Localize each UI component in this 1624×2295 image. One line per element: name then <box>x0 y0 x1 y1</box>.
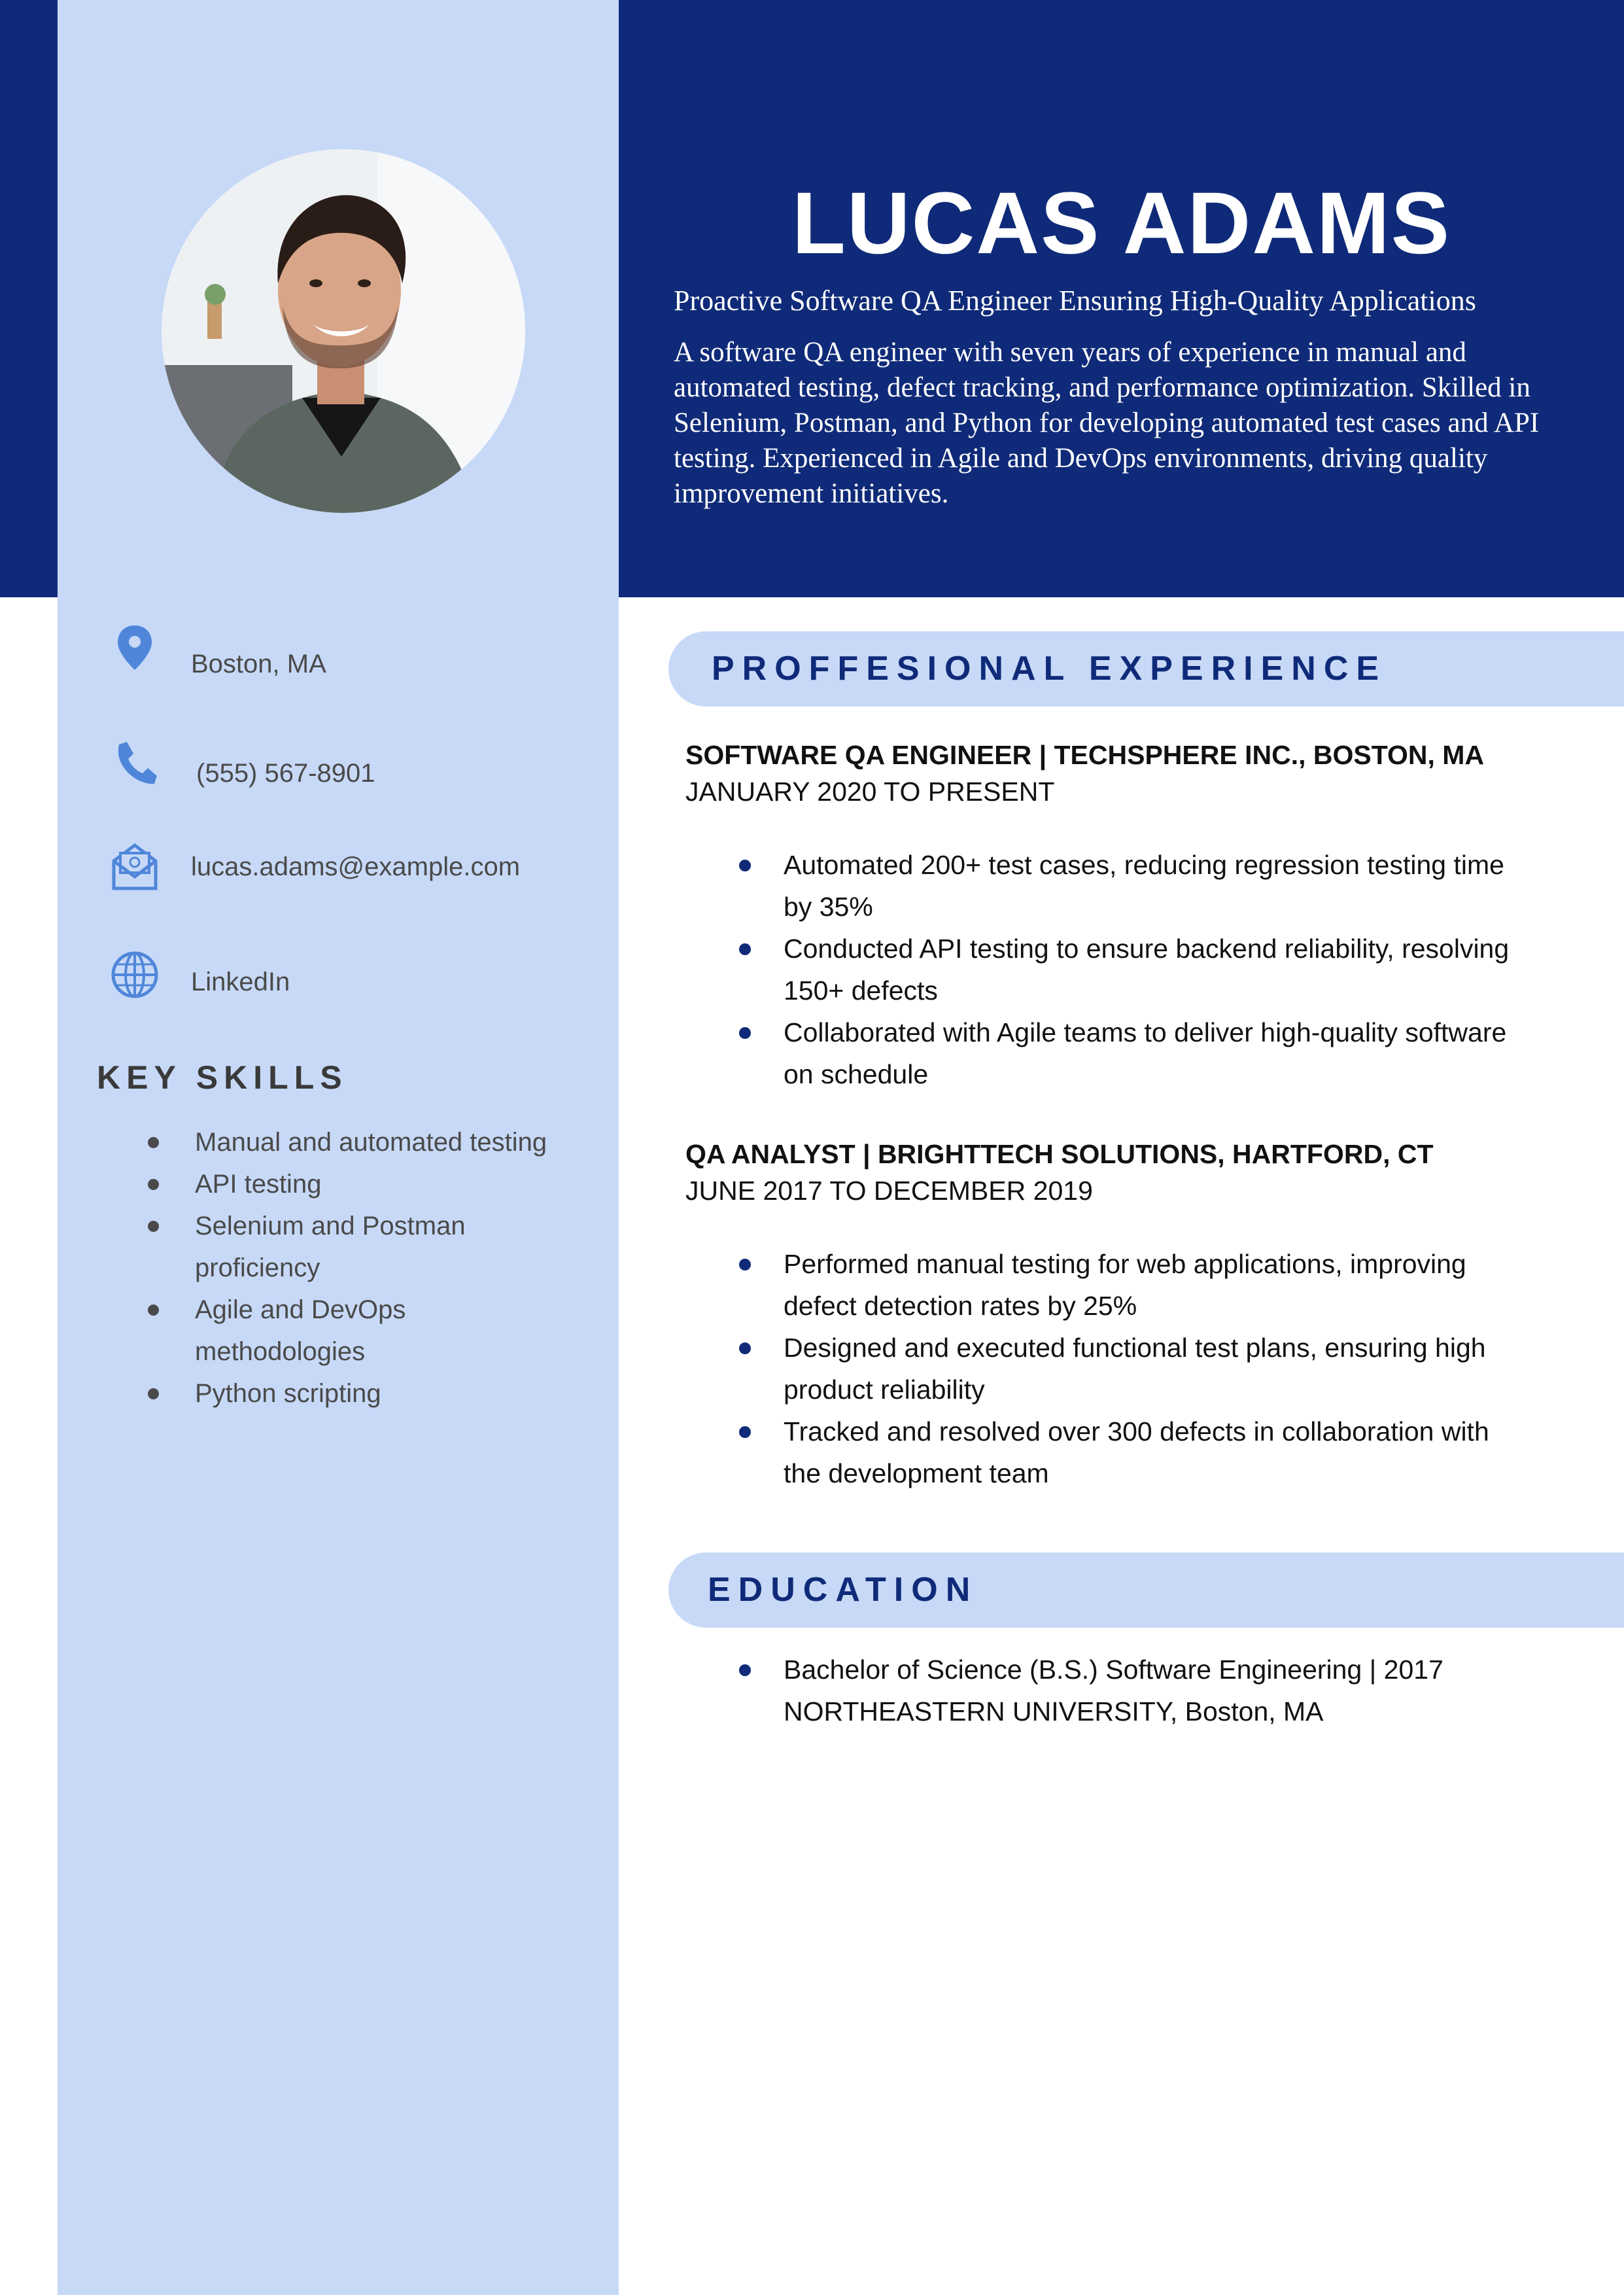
header-left-strip <box>0 0 58 597</box>
skill-item: Python scripting <box>137 1373 556 1414</box>
skill-item: Selenium and Postman proficiency <box>137 1205 556 1289</box>
candidate-name: LUCAS ADAMS <box>791 175 1451 272</box>
profile-summary: A software QA engineer with seven years of experience in manual and automated testing, defect tracking, and performance optimization. Skilled in Selenium, Postman, and Python for developing automated test cases and API testing. Experienced in Agile and DevOps environments, driving quality improvement initiatives. <box>674 337 1540 509</box>
experience-heading: PROFFESIONAL EXPERIENCE <box>712 650 1387 688</box>
job-bullet: Collaborated with Agile teams to deliver high-quality software on schedule <box>735 1011 1520 1095</box>
education-item <box>735 1649 1559 1732</box>
job-dates: JANUARY 2020 TO PRESENT <box>685 777 1055 807</box>
job-bullets <box>735 1243 1520 1494</box>
globe-icon <box>110 950 160 1000</box>
experience-heading-band <box>668 631 1624 707</box>
phone-icon <box>110 738 160 788</box>
job-bullet: Performed manual testing for web applications, improving defect detection rates by 25% <box>735 1243 1520 1327</box>
skill-item: Manual and automated testing <box>137 1121 556 1163</box>
contact-location: Boston, MA <box>191 650 326 678</box>
email-icon <box>110 841 160 891</box>
job-dates: JUNE 2017 TO DECEMBER 2019 <box>685 1176 1093 1206</box>
education-heading-band <box>668 1552 1624 1628</box>
key-skills-heading: KEY SKILLS <box>97 1059 348 1096</box>
job-title: SOFTWARE QA ENGINEER | TECHSPHERE INC., BOSTON, MA <box>685 740 1485 770</box>
key-skills-list <box>137 1121 556 1414</box>
job-bullets <box>735 844 1520 1095</box>
education-school: NORTHEASTERN UNIVERSITY, Boston, MA <box>784 1696 1324 1726</box>
skill-item: Agile and DevOps methodologies <box>137 1289 556 1373</box>
job-title: QA ANALYST | BRIGHTTECH SOLUTIONS, HARTFORD, CT <box>685 1139 1434 1169</box>
headline: Proactive Software QA Engineer Ensuring High-Quality Applications <box>674 285 1476 317</box>
education-heading: EDUCATION <box>708 1571 978 1609</box>
profile-photo <box>162 149 525 513</box>
job-bullet: Tracked and resolved over 300 defects in collaboration with the development team <box>735 1410 1520 1494</box>
job-bullet: Automated 200+ test cases, reducing regression testing time by 35% <box>735 844 1520 928</box>
contact-email[interactable]: lucas.adams@example.com <box>191 852 521 881</box>
contact-linkedin[interactable]: LinkedIn <box>191 968 290 996</box>
job-bullet: Designed and executed functional test plans, ensuring high product reliability <box>735 1327 1520 1410</box>
contact-phone[interactable]: (555) 567-8901 <box>196 759 375 788</box>
education-degree: Bachelor of Science (B.S.) Software Engineering | 2017 <box>784 1655 1443 1685</box>
map-pin-icon <box>110 623 160 673</box>
education-list <box>735 1649 1559 1732</box>
skill-item: API testing <box>137 1163 556 1205</box>
job-bullet: Conducted API testing to ensure backend reliability, resolving 150+ defects <box>735 928 1520 1011</box>
